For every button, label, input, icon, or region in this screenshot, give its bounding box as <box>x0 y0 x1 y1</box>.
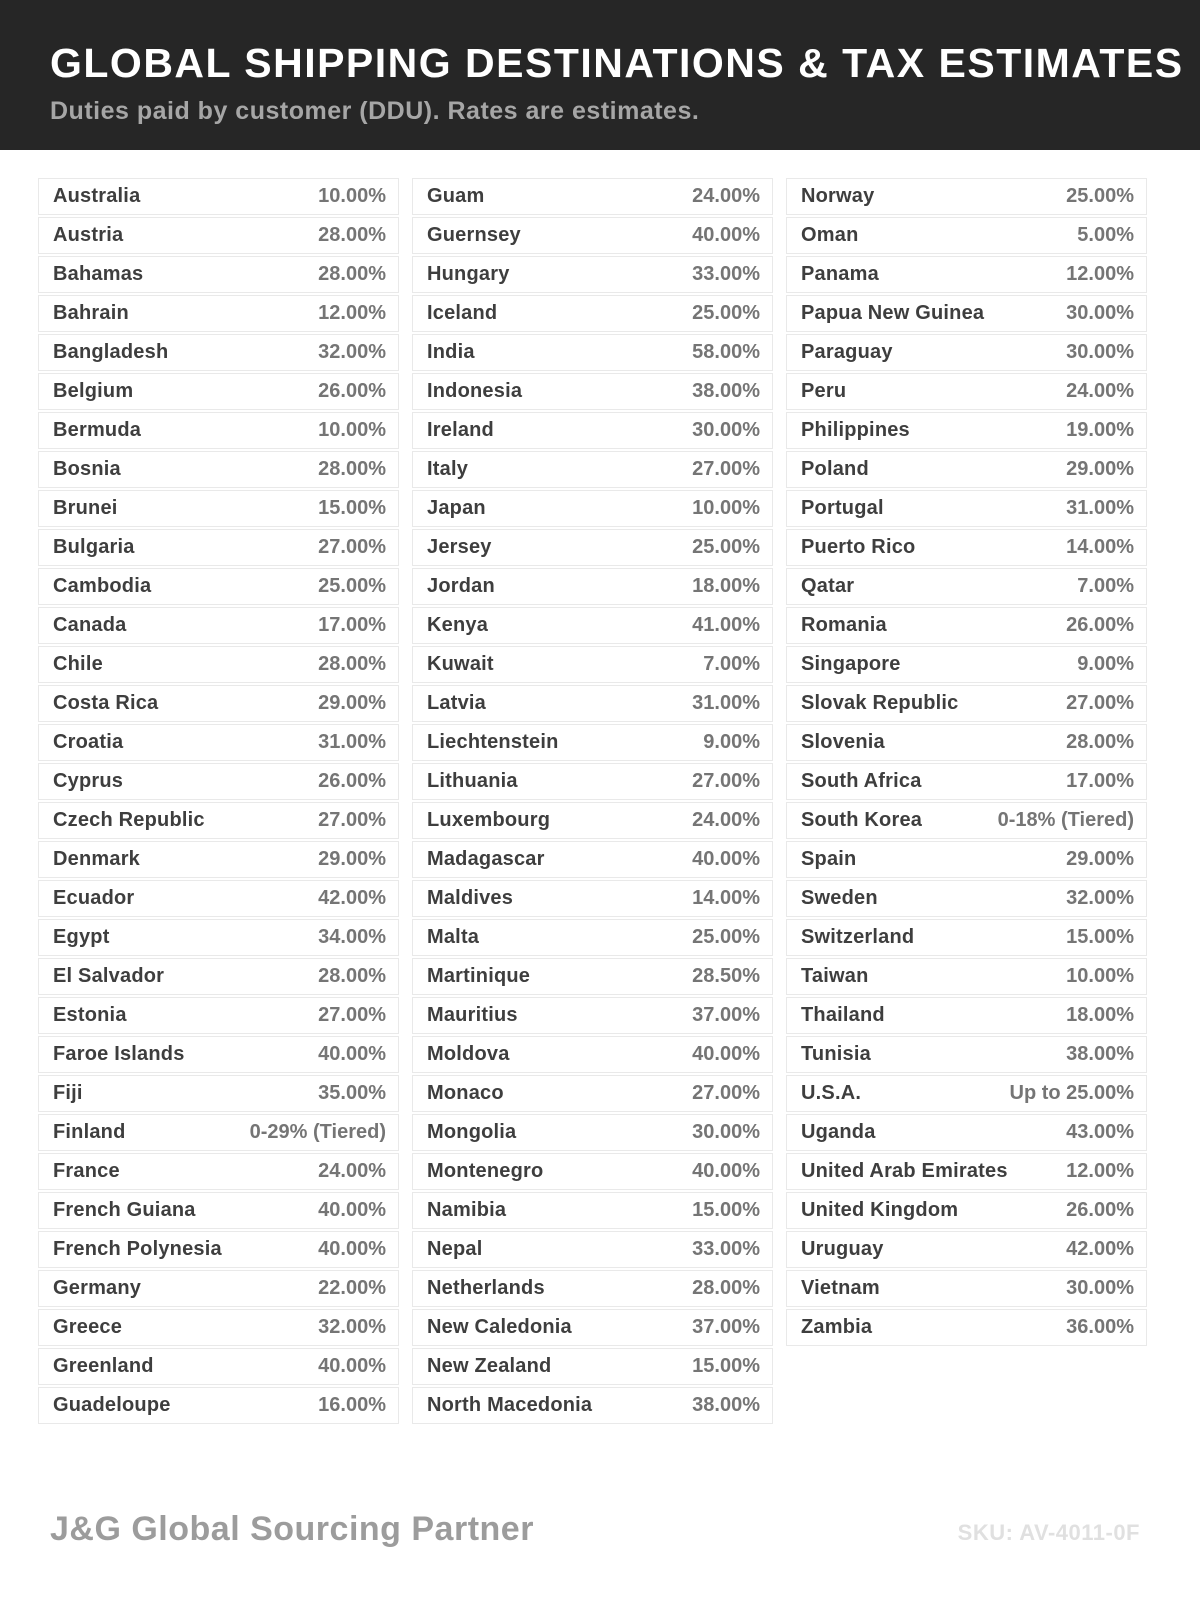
table-row <box>786 1231 1147 1268</box>
page-footer <box>0 1510 1200 1549</box>
country-name: Uruguay <box>801 1238 884 1260</box>
country-name: Vietnam <box>801 1277 880 1299</box>
country-name: Latvia <box>427 692 487 714</box>
tax-rate-value: 42.00% <box>1066 1238 1134 1260</box>
tax-rate-value: 27.00% <box>318 1004 386 1026</box>
tax-rate-value: 27.00% <box>1066 692 1134 714</box>
country-name: Guam <box>427 185 485 207</box>
tax-rate-value: 14.00% <box>1066 536 1134 558</box>
tax-rate-value: 18.00% <box>1066 1004 1134 1026</box>
country-name: Cyprus <box>53 770 124 792</box>
country-name: Costa Rica <box>53 692 159 714</box>
table-row <box>786 607 1147 644</box>
tax-rate-value: 36.00% <box>1066 1316 1134 1338</box>
country-name: Zambia <box>801 1316 873 1338</box>
table-row <box>412 529 773 566</box>
tax-rate-value: 26.00% <box>318 380 386 402</box>
tax-rate-value: 43.00% <box>1066 1121 1134 1143</box>
tax-rate-value: 29.00% <box>1066 458 1134 480</box>
table-row <box>38 1270 399 1307</box>
country-name: Panama <box>801 263 879 285</box>
table-row <box>786 919 1147 956</box>
table-row <box>786 1192 1147 1229</box>
table-row <box>38 295 399 332</box>
table-row <box>412 997 773 1034</box>
table-row <box>38 1036 399 1073</box>
tax-rate-value: 18.00% <box>692 575 760 597</box>
table-row <box>786 295 1147 332</box>
country-name: Guadeloupe <box>53 1394 171 1416</box>
tax-rate-value: 16.00% <box>318 1394 386 1416</box>
country-name: Madagascar <box>427 848 545 870</box>
table-row <box>38 880 399 917</box>
table-row <box>38 763 399 800</box>
tax-rate-value: 25.00% <box>692 302 760 324</box>
table-row <box>786 685 1147 722</box>
country-name: Papua New Guinea <box>801 302 985 324</box>
country-name: Norway <box>801 185 875 207</box>
table-row <box>412 1387 773 1424</box>
country-name: Slovak Republic <box>801 692 959 714</box>
table-row <box>412 1348 773 1385</box>
tax-rate-value: 17.00% <box>318 614 386 636</box>
tax-rate-value: 17.00% <box>1066 770 1134 792</box>
tax-rate-value: 26.00% <box>1066 614 1134 636</box>
country-name: United Kingdom <box>801 1199 959 1221</box>
country-name: Germany <box>53 1277 142 1299</box>
table-row <box>38 841 399 878</box>
country-name: Romania <box>801 614 887 636</box>
country-name: Switzerland <box>801 926 915 948</box>
country-name: Slovenia <box>801 731 885 753</box>
country-name: Austria <box>53 224 124 246</box>
country-name: United Arab Emirates <box>801 1160 1008 1182</box>
tax-rate-value: 12.00% <box>1066 1160 1134 1182</box>
tax-rate-value: 58.00% <box>692 341 760 363</box>
tax-rate-value: 27.00% <box>692 1082 760 1104</box>
table-row <box>412 373 773 410</box>
tax-rate-value: 30.00% <box>692 1121 760 1143</box>
tax-rate-value: 7.00% <box>1077 575 1134 597</box>
tax-rate-value: 29.00% <box>318 692 386 714</box>
table-row <box>38 451 399 488</box>
tax-rate-value: 35.00% <box>318 1082 386 1104</box>
table-row <box>412 1153 773 1190</box>
country-name: Hungary <box>427 263 510 285</box>
country-name: Poland <box>801 458 869 480</box>
country-name: Kenya <box>427 614 489 636</box>
tax-rate-value: 38.00% <box>1066 1043 1134 1065</box>
tax-rate-value: 10.00% <box>318 419 386 441</box>
tax-rate-value: 40.00% <box>692 1043 760 1065</box>
table-row <box>786 997 1147 1034</box>
tax-rate-value: 40.00% <box>318 1199 386 1221</box>
table-row <box>412 880 773 917</box>
table-row <box>412 1036 773 1073</box>
table-row <box>38 529 399 566</box>
country-name: South Korea <box>801 809 923 831</box>
tax-rate-value: 27.00% <box>692 458 760 480</box>
table-row <box>412 724 773 761</box>
country-name: Ireland <box>427 419 494 441</box>
country-name: Peru <box>801 380 847 402</box>
table-row <box>786 490 1147 527</box>
country-name: Japan <box>427 497 486 519</box>
country-name: Namibia <box>427 1199 507 1221</box>
page-title: GLOBAL SHIPPING DESTINATIONS & TAX ESTIMATES <box>50 40 1184 86</box>
tax-rate-value: 25.00% <box>1066 185 1134 207</box>
tax-rate-value: 0-18% (Tiered) <box>997 809 1134 831</box>
table-row <box>38 178 399 215</box>
tax-rate-value: 24.00% <box>692 185 760 207</box>
country-name: Estonia <box>53 1004 127 1026</box>
table-row <box>38 217 399 254</box>
tax-rate-value: 9.00% <box>703 731 760 753</box>
country-name: Faroe Islands <box>53 1043 185 1065</box>
country-name: Belgium <box>53 380 134 402</box>
table-row <box>786 763 1147 800</box>
country-name: France <box>53 1160 120 1182</box>
table-row <box>786 802 1147 839</box>
sku-label: SKU: AV-4011-0F <box>957 1520 1140 1545</box>
tax-rate-value: 32.00% <box>318 1316 386 1338</box>
tax-rate-value: 29.00% <box>1066 848 1134 870</box>
table-row <box>412 490 773 527</box>
country-name: Qatar <box>801 575 855 597</box>
country-name: Moldova <box>427 1043 510 1065</box>
country-name: Lithuania <box>427 770 518 792</box>
country-name: Tunisia <box>801 1043 871 1065</box>
tax-rate-value: 38.00% <box>692 380 760 402</box>
tax-rate-value: 29.00% <box>318 848 386 870</box>
tax-rate-value: 38.00% <box>692 1394 760 1416</box>
country-name: Nepal <box>427 1238 483 1260</box>
country-name: Guernsey <box>427 224 521 246</box>
country-name: Egypt <box>53 926 110 948</box>
country-name: Taiwan <box>801 965 869 987</box>
tax-rate-value: 0-29% (Tiered) <box>249 1121 386 1143</box>
tax-rate-value: 28.00% <box>1066 731 1134 753</box>
country-name: Italy <box>427 458 469 480</box>
table-row <box>38 490 399 527</box>
tax-rate-value: 25.00% <box>692 926 760 948</box>
table-row <box>38 802 399 839</box>
table-row <box>412 841 773 878</box>
table-row <box>38 997 399 1034</box>
tax-rate-value: 9.00% <box>1077 653 1134 675</box>
tax-rate-value: 41.00% <box>692 614 760 636</box>
tax-rate-value: 32.00% <box>1066 887 1134 909</box>
tax-rate-value: 27.00% <box>318 536 386 558</box>
country-name: Iceland <box>427 302 498 324</box>
tax-rate-value: 24.00% <box>1066 380 1134 402</box>
table-row <box>786 1075 1147 1112</box>
table-row <box>412 802 773 839</box>
table-row <box>412 919 773 956</box>
table-row <box>786 841 1147 878</box>
country-name: Mongolia <box>427 1121 517 1143</box>
country-name: Maldives <box>427 887 514 909</box>
tax-rate-value: 15.00% <box>692 1199 760 1221</box>
country-name: Australia <box>53 185 141 207</box>
table-row <box>38 1153 399 1190</box>
country-name: Monaco <box>427 1082 504 1104</box>
country-name: Jordan <box>427 575 495 597</box>
country-name: Jersey <box>427 536 492 558</box>
table-row <box>412 1309 773 1346</box>
country-name: Ecuador <box>53 887 135 909</box>
country-name: Bahamas <box>53 263 144 285</box>
country-name: Thailand <box>801 1004 885 1026</box>
tax-rate-value: 22.00% <box>318 1277 386 1299</box>
table-row <box>412 1270 773 1307</box>
tax-rate-value: 26.00% <box>1066 1199 1134 1221</box>
table-row <box>786 568 1147 605</box>
table-row <box>38 373 399 410</box>
table-row <box>38 685 399 722</box>
country-name: Liechtenstein <box>427 731 559 753</box>
tax-rate-value: 12.00% <box>318 302 386 324</box>
country-name: Finland <box>53 1121 126 1143</box>
table-row <box>412 685 773 722</box>
table-row <box>412 646 773 683</box>
country-name: Bermuda <box>53 419 142 441</box>
country-name: Greece <box>53 1316 123 1338</box>
table-row <box>786 724 1147 761</box>
country-name: Indonesia <box>427 380 523 402</box>
tax-rate-value: 31.00% <box>1066 497 1134 519</box>
tax-rate-value: 14.00% <box>692 887 760 909</box>
table-row <box>38 724 399 761</box>
table-row <box>38 568 399 605</box>
table-row <box>786 256 1147 293</box>
table-row <box>38 1114 399 1151</box>
table-row <box>412 763 773 800</box>
tax-rate-value: 25.00% <box>692 536 760 558</box>
tax-rate-value: 40.00% <box>692 224 760 246</box>
country-name: Fiji <box>53 1082 83 1104</box>
table-row <box>786 1309 1147 1346</box>
table-row <box>786 1036 1147 1073</box>
table-row <box>38 1348 399 1385</box>
table-row <box>786 178 1147 215</box>
country-name: Greenland <box>53 1355 154 1377</box>
country-name: Montenegro <box>427 1160 544 1182</box>
table-row <box>412 217 773 254</box>
tax-rate-value: 28.00% <box>318 965 386 987</box>
tax-rate-value: 24.00% <box>692 809 760 831</box>
tax-rate-value: 10.00% <box>318 185 386 207</box>
tax-rate-value: 30.00% <box>692 419 760 441</box>
tax-rate-value: 28.00% <box>318 224 386 246</box>
tax-rate-value: 40.00% <box>692 848 760 870</box>
country-name: El Salvador <box>53 965 165 987</box>
table-row <box>412 295 773 332</box>
tax-rate-value: 34.00% <box>318 926 386 948</box>
tax-rate-value: Up to 25.00% <box>1009 1082 1134 1104</box>
country-name: New Caledonia <box>427 1316 572 1338</box>
country-name: India <box>427 341 475 363</box>
country-name: Oman <box>801 224 859 246</box>
tax-rate-value: 33.00% <box>692 263 760 285</box>
table-row <box>786 958 1147 995</box>
tax-rate-value: 32.00% <box>318 341 386 363</box>
country-name: Brunei <box>53 497 118 519</box>
country-name: Luxembourg <box>427 809 551 831</box>
country-name: New Zealand <box>427 1355 552 1377</box>
tax-rate-value: 40.00% <box>318 1043 386 1065</box>
table-row <box>786 529 1147 566</box>
table-row <box>786 412 1147 449</box>
tax-rate-value: 12.00% <box>1066 263 1134 285</box>
table-row <box>412 412 773 449</box>
country-name: Bahrain <box>53 302 129 324</box>
tax-rate-value: 40.00% <box>318 1355 386 1377</box>
table-row <box>786 1153 1147 1190</box>
table-row <box>38 1075 399 1112</box>
tax-rate-value: 10.00% <box>692 497 760 519</box>
table-row <box>38 646 399 683</box>
tax-rate-value: 15.00% <box>692 1355 760 1377</box>
table-row <box>412 451 773 488</box>
country-name: Bosnia <box>53 458 121 480</box>
table-row <box>38 1387 399 1424</box>
tax-rate-value: 27.00% <box>318 809 386 831</box>
tax-rate-value: 31.00% <box>692 692 760 714</box>
country-name: Cambodia <box>53 575 152 597</box>
tax-rate-value: 40.00% <box>692 1160 760 1182</box>
country-name: Chile <box>53 653 103 675</box>
tax-rate-value: 30.00% <box>1066 302 1134 324</box>
table-row <box>38 1192 399 1229</box>
rate-table-column-2 <box>412 178 773 1426</box>
table-row <box>38 1231 399 1268</box>
country-name: Malta <box>427 926 480 948</box>
country-name: Bulgaria <box>53 536 135 558</box>
rate-table-column-1 <box>38 178 399 1426</box>
table-row <box>786 646 1147 683</box>
table-row <box>38 412 399 449</box>
table-row <box>412 178 773 215</box>
table-row <box>38 256 399 293</box>
tax-rate-value: 40.00% <box>318 1238 386 1260</box>
country-name: Puerto Rico <box>801 536 916 558</box>
table-row <box>412 607 773 644</box>
country-name: North Macedonia <box>427 1394 593 1416</box>
tax-rate-value: 28.00% <box>318 458 386 480</box>
country-name: Spain <box>801 848 857 870</box>
table-row <box>786 1270 1147 1307</box>
tax-rate-value: 37.00% <box>692 1316 760 1338</box>
tax-rate-value: 10.00% <box>1066 965 1134 987</box>
table-row <box>412 1192 773 1229</box>
country-name: Czech Republic <box>53 809 205 831</box>
country-name: Netherlands <box>427 1277 545 1299</box>
country-name: French Guiana <box>53 1199 196 1221</box>
table-row <box>38 1309 399 1346</box>
page-header <box>0 0 1200 150</box>
table-row <box>38 919 399 956</box>
table-row <box>786 880 1147 917</box>
tax-rate-value: 5.00% <box>1077 224 1134 246</box>
table-row <box>412 1075 773 1112</box>
tax-rate-value: 30.00% <box>1066 1277 1134 1299</box>
tax-rate-value: 19.00% <box>1066 419 1134 441</box>
table-row <box>786 373 1147 410</box>
tax-rate-table <box>38 178 1146 1426</box>
country-name: French Polynesia <box>53 1238 222 1260</box>
tax-rate-value: 7.00% <box>703 653 760 675</box>
tax-rate-value: 24.00% <box>318 1160 386 1182</box>
country-name: Denmark <box>53 848 140 870</box>
tax-rate-value: 30.00% <box>1066 341 1134 363</box>
table-row <box>412 334 773 371</box>
country-name: Portugal <box>801 497 884 519</box>
table-row <box>38 607 399 644</box>
tax-rate-value: 37.00% <box>692 1004 760 1026</box>
table-row <box>412 256 773 293</box>
tax-rate-value: 26.00% <box>318 770 386 792</box>
country-name: Sweden <box>801 887 878 909</box>
tax-rate-value: 15.00% <box>1066 926 1134 948</box>
country-name: Uganda <box>801 1121 876 1143</box>
tax-rate-value: 15.00% <box>318 497 386 519</box>
tax-rate-value: 28.00% <box>692 1277 760 1299</box>
table-row <box>412 1114 773 1151</box>
country-name: Martinique <box>427 965 531 987</box>
table-row <box>38 958 399 995</box>
table-row <box>38 334 399 371</box>
table-row <box>786 217 1147 254</box>
country-name: Kuwait <box>427 653 494 675</box>
tax-rate-value: 31.00% <box>318 731 386 753</box>
country-name: Canada <box>53 614 127 636</box>
table-row <box>412 958 773 995</box>
country-name: Philippines <box>801 419 910 441</box>
tax-rate-value: 33.00% <box>692 1238 760 1260</box>
country-name: Singapore <box>801 653 901 675</box>
country-name: Paraguay <box>801 341 893 363</box>
table-row <box>412 568 773 605</box>
country-name: Croatia <box>53 731 124 753</box>
country-name: South Africa <box>801 770 922 792</box>
table-row <box>786 334 1147 371</box>
brand-name: J&G Global Sourcing Partner <box>50 1510 534 1548</box>
tax-rate-value: 28.00% <box>318 653 386 675</box>
table-row <box>786 451 1147 488</box>
tax-rate-value: 42.00% <box>318 887 386 909</box>
tax-rate-value: 28.50% <box>692 965 760 987</box>
country-name: Bangladesh <box>53 341 169 363</box>
tax-rate-value: 28.00% <box>318 263 386 285</box>
rate-table-column-3 <box>786 178 1147 1348</box>
tax-rate-value: 27.00% <box>692 770 760 792</box>
table-row <box>412 1231 773 1268</box>
page-subtitle: Duties paid by customer (DDU). Rates are estimates. <box>50 97 700 125</box>
tax-rate-value: 25.00% <box>318 575 386 597</box>
table-row <box>786 1114 1147 1151</box>
country-name: Mauritius <box>427 1004 518 1026</box>
country-name: U.S.A. <box>801 1082 862 1104</box>
